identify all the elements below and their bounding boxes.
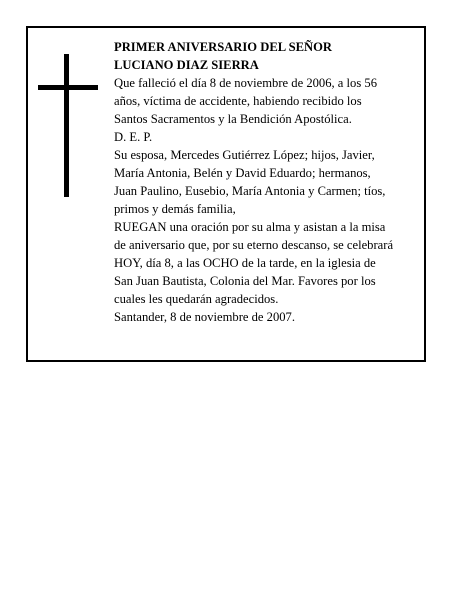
- notice-body-line: Juan Paulino, Eusebio, María Antonia y Carmen; tíos,: [114, 184, 386, 198]
- notice-body-line: San Juan Bautista, Colonia del Mar. Favores por los: [114, 274, 376, 288]
- notice-body-line: cuales les quedarán agradecidos.: [114, 292, 279, 306]
- notice-body-line: Santos Sacramentos y la Bendición Apostólica.: [114, 112, 352, 126]
- cross-icon-crossbar: [38, 85, 98, 90]
- notice-body-line: RUEGAN una oración por su alma y asistan a la misa: [114, 220, 386, 234]
- notice-body-line: HOY, día 8, a las OCHO de la tarde, en la iglesia de: [114, 256, 376, 270]
- notice-title-line: PRIMER ANIVERSARIO DEL SEÑOR: [114, 40, 332, 54]
- notice-body-line: Que falleció el día 8 de noviembre de 2006, a los 56: [114, 76, 377, 90]
- notice-body-line: Su esposa, Mercedes Gutiérrez López; hijos, Javier,: [114, 148, 375, 162]
- notice-body-line: Santander, 8 de noviembre de 2007.: [114, 310, 296, 324]
- notice-body-line: años, víctima de accidente, habiendo recibido los: [114, 94, 362, 108]
- notice-body-line: primos y demás familia,: [114, 202, 236, 216]
- notice-body-line: María Antonia, Belén y David Eduardo; hermanos,: [114, 166, 371, 180]
- cross-icon: [64, 54, 69, 197]
- notice-title-name: LUCIANO DIAZ SIERRA: [114, 58, 259, 72]
- notice-body-line: de aniversario que, por su eterno descanso, se celebrará: [114, 238, 394, 252]
- obituary-text: [114, 38, 420, 326]
- notice-body-line: D. E. P.: [114, 130, 153, 144]
